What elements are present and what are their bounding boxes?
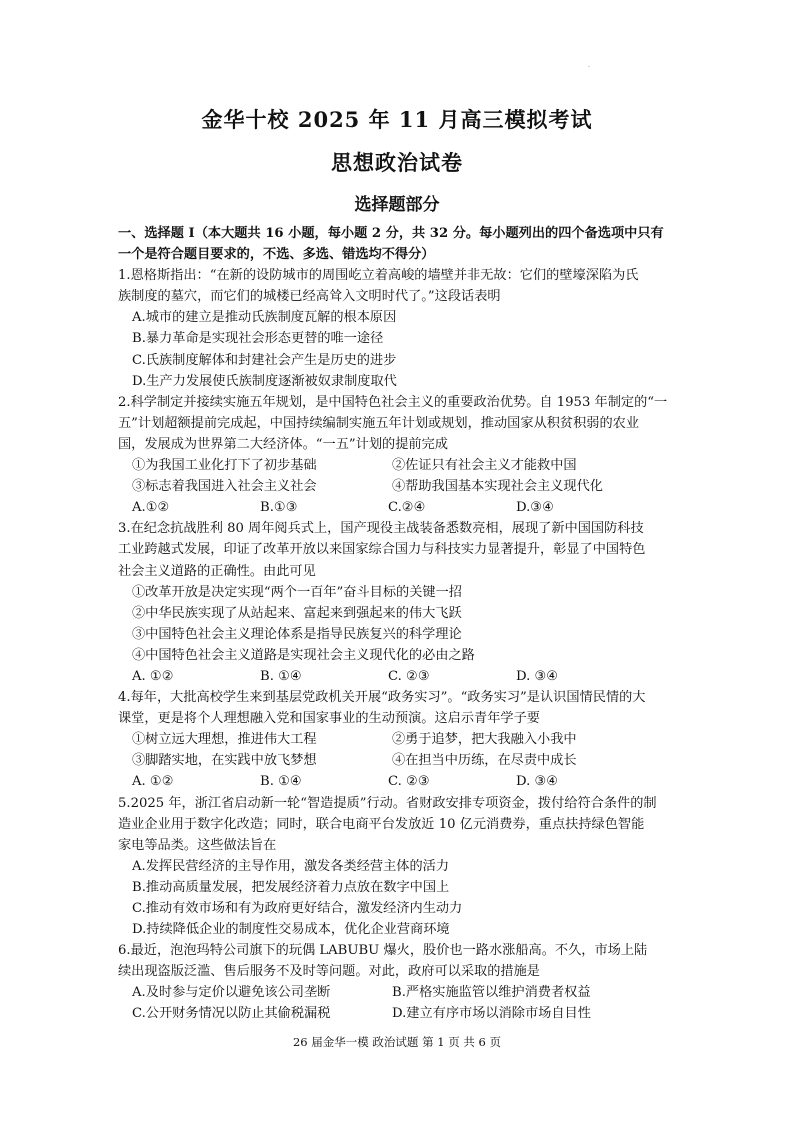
q3-statement-1: ①改革开放是决定实现“两个一百年”奋斗目标的关键一招 bbox=[132, 584, 462, 600]
q3-stem-cont: 社会主义道路的正确性。由此可见 bbox=[118, 563, 316, 579]
q2-options-row bbox=[118, 497, 678, 518]
q5-option-a: A.发挥民营经济的主导作用，激发各类经营主体的活力 bbox=[132, 858, 450, 874]
q4-stem-cont: 课堂，更是将个人理想融入党和国家事业的生动预演。这启示青年学子要 bbox=[118, 711, 540, 727]
q4-options-row bbox=[118, 771, 678, 792]
q3-option-b: B. ①④ bbox=[260, 668, 302, 684]
q3-option-d: D. ③④ bbox=[516, 668, 559, 684]
q4-stem: 4.每年，大批高校学生来到基层党政机关开展“政务实习”。“政务实习”是认识国情民情的大 bbox=[118, 690, 646, 706]
q3-options-row bbox=[118, 666, 678, 687]
q5-stem-cont: 造业企业用于数字化改造；同时，联合电商平台发放近 10 亿元消费券，重点扶持绿色智能 bbox=[118, 816, 645, 832]
part-heading: 选择题部分 bbox=[354, 195, 440, 215]
q6-option-c: C.公开财务情况以防止其偷税漏税 bbox=[132, 1006, 331, 1022]
question-body bbox=[118, 223, 678, 1025]
q2-statement-2: ②佐证只有社会主义才能救中国 bbox=[392, 458, 577, 474]
q4-option-d: D. ③④ bbox=[516, 774, 559, 790]
q2-statement-3: ③标志着我国进入社会主义社会 bbox=[132, 479, 317, 495]
q3-stem: 3.在纪念抗战胜利 80 周年阅兵式上，国产现役主战装备悉数亮相，展现了新中国国防科技 bbox=[118, 521, 644, 537]
q3-statement-2: ②中华民族实现了从站起来、富起来到强起来的伟大飞跃 bbox=[132, 605, 462, 621]
q2-statements-row bbox=[118, 476, 678, 497]
q2-option-b: B.①③ bbox=[260, 500, 298, 516]
q5-stem-cont: 家电等品类。这些做法旨在 bbox=[118, 837, 277, 853]
q1-option-a: A.城市的建立是推动氏族制度瓦解的根本原因 bbox=[132, 310, 397, 326]
q2-option-d: D.③④ bbox=[516, 500, 554, 516]
q2-statement-4: ④帮助我国基本实现社会主义现代化 bbox=[392, 479, 603, 495]
q2-stem-cont: 五”计划超额提前完成起，中国持续编制实施五年计划或规划，推动国家从积贫积弱的农业 bbox=[118, 415, 640, 431]
q4-statement-4: ④在担当中历练，在尽责中成长 bbox=[392, 753, 577, 769]
q5-stem: 5.2025 年，浙江省启动新一轮“智造提质”行动。省财政安排专项资金，拨付给符合条件的制 bbox=[118, 795, 657, 811]
q6-option-b: B.严格实施监管以维护消费者权益 bbox=[392, 985, 591, 1001]
q3-statement-3: ③中国特色社会主义理论体系是指导民族复兴的科学理论 bbox=[132, 626, 462, 642]
q4-statements-row bbox=[118, 750, 678, 771]
q6-option-d: D.建立有序市场以消除市场自目性 bbox=[392, 1006, 591, 1022]
q1-option-c: C.氏族制度解体和封建社会产生是历史的进步 bbox=[132, 352, 397, 368]
q6-options-row bbox=[118, 1003, 678, 1024]
exam-subtitle: 思想政治试卷 bbox=[331, 150, 463, 175]
q1-stem-cont: 族制度的墓穴，而它们的城楼已经高耸入文明时代了。”这段话表明 bbox=[118, 289, 501, 305]
q5-option-d: D.持续降低企业的制度性交易成本，优化企业营商环境 bbox=[132, 922, 450, 938]
q3-statement-4: ④中国特色社会主义道路是实现社会主义现代化的必由之路 bbox=[132, 647, 475, 663]
q4-statement-2: ②勇于追梦，把大我融入小我中 bbox=[392, 732, 577, 748]
exam-title: 金华十校 2025 年 11 月高三模拟考试 bbox=[201, 107, 593, 132]
q6-stem-cont: 续出现盗版泛滥、售后服务不及时等问题。对此，政府可以采取的措施是 bbox=[118, 964, 540, 980]
q2-stem-cont: 国，发展成为世界第二大经济体。“一五”计划的提前完成 bbox=[118, 436, 448, 452]
q4-option-b: B. ①④ bbox=[260, 774, 302, 790]
q2-statements-row bbox=[118, 455, 678, 476]
q4-option-a: A. ①② bbox=[132, 774, 174, 790]
q3-option-c: C. ②③ bbox=[388, 668, 430, 684]
q5-option-c: C.推动有效市场和有为政府更好结合，激发经济内生动力 bbox=[132, 901, 463, 916]
q4-statements-row bbox=[118, 729, 678, 750]
q3-option-a: A. ①② bbox=[132, 668, 174, 684]
q6-stem: 6.最近，泡泡玛特公司旗下的玩偶 LABUBU 爆火，股价也一路水涨船高。不久，市场上陆 bbox=[118, 943, 648, 959]
q1-stem: 1.恩格斯指出：“在新的设防城市的周围屹立着高峻的墙壁并非无故：它们的壁壕深陷为氏 bbox=[118, 268, 639, 284]
q2-stem: 2.科学制定并接续实施五年规划，是中国特色社会主义的重要政治优势。自 1953 年制定的“一 bbox=[118, 394, 668, 410]
section-instruction: 一、选择题 I（本大题共 16 小题，每小题 2 分，共 32 分。每小题列出的四个备选项中只有 bbox=[118, 226, 664, 241]
scan-speck: · bbox=[588, 64, 590, 71]
page-footer: 26 届金华一模 政治试题 第 1 页 共 6 页 bbox=[292, 1035, 501, 1049]
q6-options-row bbox=[118, 982, 678, 1003]
q6-option-a: A.及时参与定价以避免该公司垄断 bbox=[132, 985, 331, 1001]
q4-statement-3: ③脚踏实地，在实践中放飞梦想 bbox=[132, 753, 317, 769]
section-instruction-cont: 一个是符合题目要求的，不选、多选、错选均不得分） bbox=[118, 247, 435, 263]
q2-statement-1: ①为我国工业化打下了初步基础 bbox=[132, 458, 317, 474]
q2-option-a: A.①② bbox=[132, 500, 170, 516]
q4-option-c: C. ②③ bbox=[388, 774, 430, 790]
q4-statement-1: ①树立远大理想，推进伟大工程 bbox=[132, 732, 317, 748]
q5-option-b: B.推动高质量发展，把发展经济着力点放在数字中国上 bbox=[132, 879, 450, 895]
q1-option-d: D.生产力发展使氏族制度逐渐被奴隶制度取代 bbox=[132, 373, 397, 389]
q1-option-b: B.暴力革命是实现社会形态更替的唯一途径 bbox=[132, 331, 384, 347]
q3-stem-cont: 工业跨越式发展，印证了改革开放以来国家综合国力与科技实力显著提升，彰显了中国特色 bbox=[118, 542, 646, 558]
q2-option-c: C.②④ bbox=[388, 500, 426, 516]
